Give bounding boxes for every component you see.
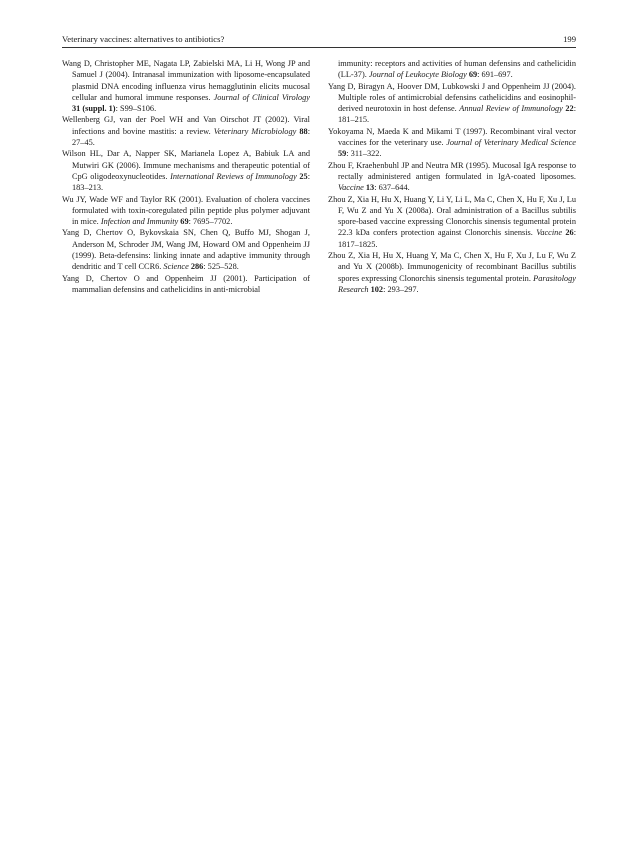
reference-entry: Yokoyama N, Maeda K and Mikami T (1997). Recombinant viral vector vaccines for the veterinary use. Journal of Veterinary Medical Science 59: 311–322. xyxy=(328,126,576,159)
reference-entry: Wilson HL, Dar A, Napper SK, Marianela Lopez A, Babiuk LA and Mutwiri GK (2006). Immune mechanisms and therapeutic potential of CpG oligodeoxynucleotides. International Reviews of Immunology 25: 183–213. xyxy=(62,149,311,193)
reference-continuation: immunity: receptors and activities of human defensins and cathelicidin (LL-37). Journal of Leukocyte Biology 69: 691–697. xyxy=(338,59,576,80)
page-number: 199 xyxy=(563,34,576,44)
reference-entry: Wu JY, Wade WF and Taylor RK (2001). Evaluation of cholera vaccines formulated with toxin-coregulated pilin peptide plus polymer adjuvant in mice. Infection and Immunity 69: 7695–7702. xyxy=(62,194,310,227)
header-rule xyxy=(62,47,576,48)
reference-entry: Yang D, Biragyn A, Hoover DM, Lubkowski J and Oppenheim JJ (2004). Multiple roles of antimicrobial defensins cathelicidins and eosinophil-derived neurotoxin in host defense. Annual Review of Immunology 22: 181–215. xyxy=(328,81,576,125)
reference-entry: Zhou Z, Xia H, Hu X, Huang Y, Li Y, Li L, Ma C, Chen X, Hu F, Xu J, Lu F, Wu Z and Yu X (2008a). Oral administration of a Bacillus subtilis spore-based vaccine expressing Clonorchis sinensis tegumental protein 22.3 kDa confers protection against Clonorchis sinensis. Vaccine 26: 1817–1825. xyxy=(328,194,576,249)
left-column xyxy=(62,58,310,295)
reference-entry: Yang D, Chertov O and Oppenheim JJ (2001). Participation of mammalian defensins and cathelicidins in anti-microbial xyxy=(62,273,310,294)
running-header xyxy=(62,32,576,46)
reference-entry: Yang D, Chertov O, Bykovskaia SN, Chen Q, Buffo MJ, Shogan J, Anderson M, Schroder JM, Wang JM, Howard OM and Oppenheim JJ (1999). Beta-defensins: linking innate and adaptive immunity through dendritic and T cell CCR6. Science 286: 525–528. xyxy=(62,228,310,272)
reference-entry: Zhou F, Kraehenbuhl JP and Neutra MR (1995). Mucosal IgA response to rectally administered antigen formulated in IgA-coated liposomes. Vaccine 13: 637–644. xyxy=(328,160,576,193)
right-column xyxy=(328,58,576,295)
running-title: Veterinary vaccines: alternatives to antibiotics? xyxy=(62,34,225,44)
reference-entry: Wellenberg GJ, van der Poel WH and Van Oirschot JT (2002). Viral infections and bovine mastitis: a review. Veterinary Microbiology 88: 27–45. xyxy=(62,115,310,148)
reference-entry: Zhou Z, Xia H, Hu X, Huang Y, Ma C, Chen X, Hu F, Xu J, Lu F, Wu Z and Yu X (2008b). Immunogenicity of recombinant Bacillus subtilis spores expressing Clonorchis sinensis tegumental protein. Parasitology Research 102: 293–297. xyxy=(328,251,576,294)
reference-entry: Wang D, Christopher ME, Nagata LP, Zabielski MA, Li H, Wong JP and Samuel J (2004). Intranasal immunization with liposome-encapsulated plasmid DNA encoding influenza virus hemagglutinin elicits mucosal cellular and humoral immune responses. Journal of Clinical Virology 31 (suppl. 1): S99–S106. xyxy=(62,59,310,114)
